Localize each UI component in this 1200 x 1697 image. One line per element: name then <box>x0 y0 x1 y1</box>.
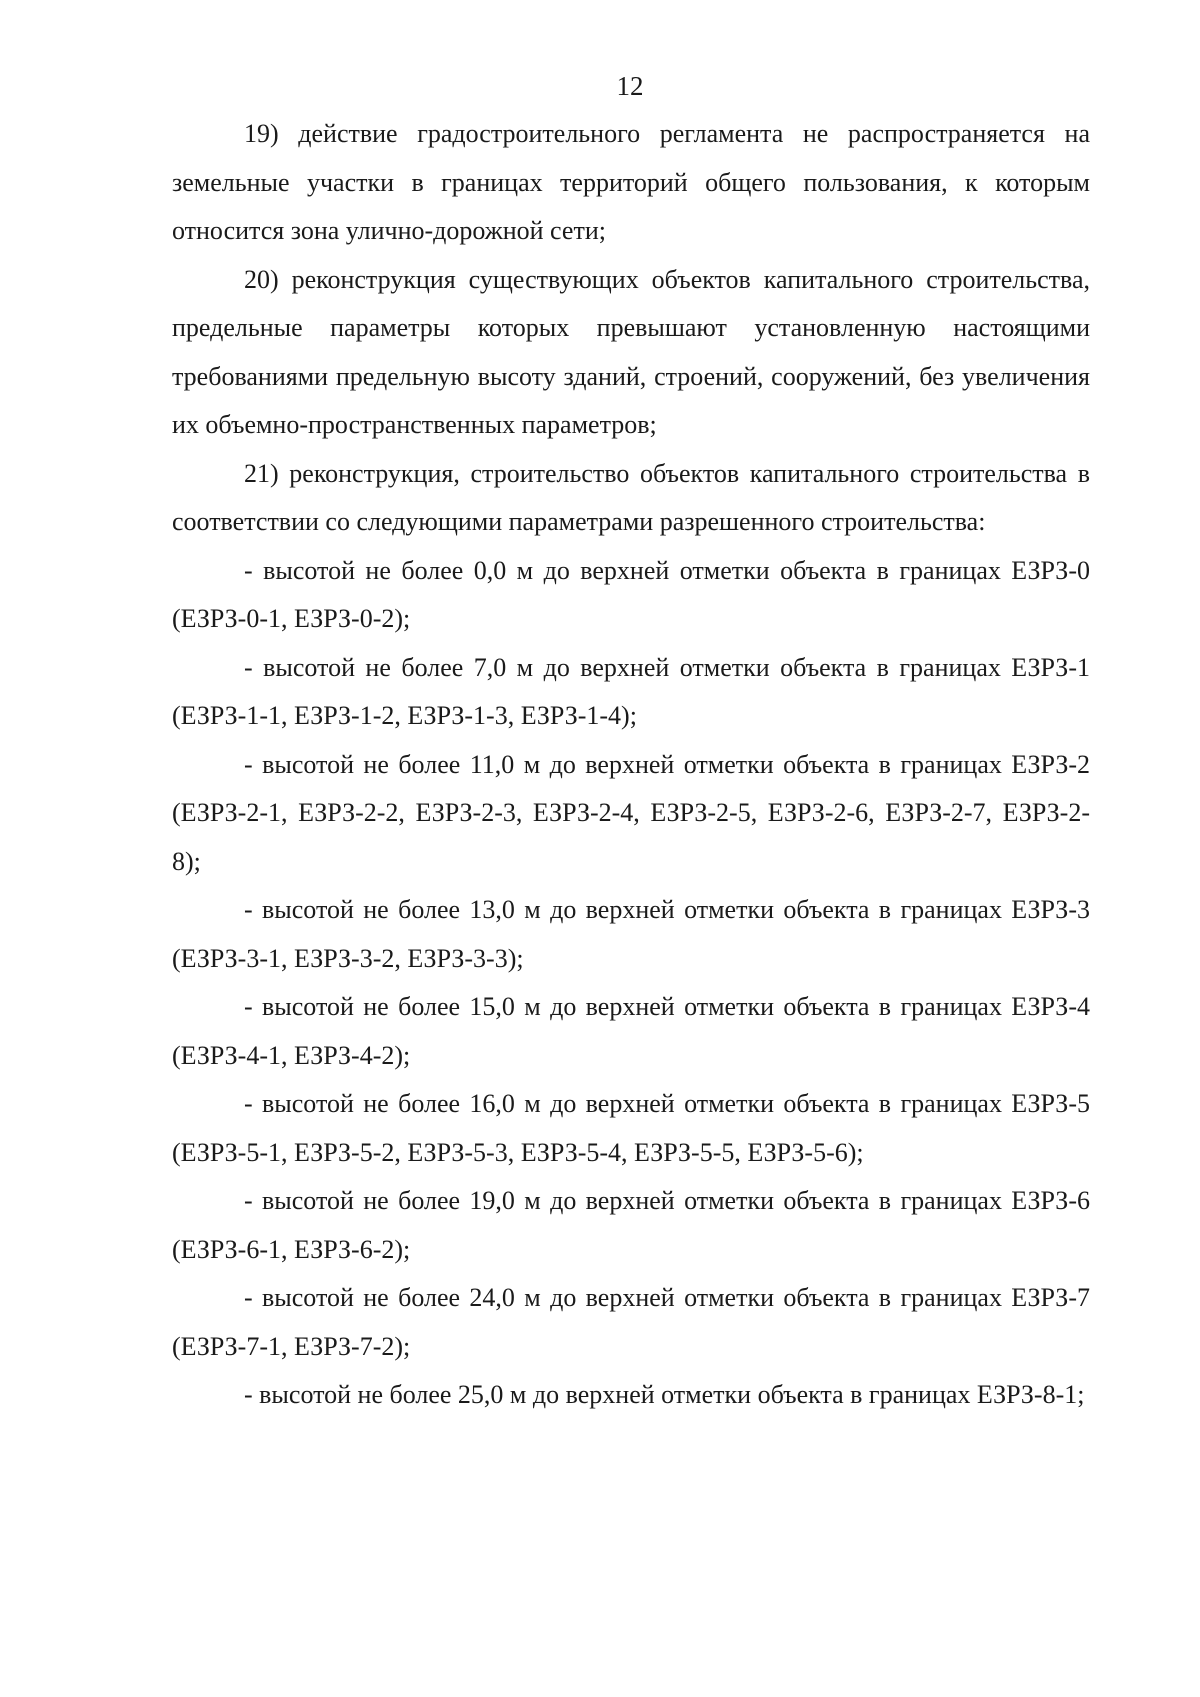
height-limit-ezrz-5: - высотой не более 16,0 м до верхней отметки объекта в границах ЕЗРЗ-5 (ЕЗРЗ-5-1, ЕЗРЗ-5-2, ЕЗРЗ-5-3, ЕЗРЗ-5-4, ЕЗРЗ-5-5, ЕЗРЗ-5-6); <box>172 1089 1090 1167</box>
height-limit-ezrz-1: - высотой не более 7,0 м до верхней отметки объекта в границах ЕЗРЗ-1 (ЕЗРЗ-1-1, ЕЗРЗ-1-2, ЕЗРЗ-1-3, ЕЗРЗ-1-4); <box>172 652 1090 730</box>
height-limit-ezrz-2: - высотой не более 11,0 м до верхней отметки объекта в границах ЕЗРЗ-2 (ЕЗРЗ-2-1, ЕЗРЗ-2-2, ЕЗРЗ-2-3, ЕЗРЗ-2-4, ЕЗРЗ-2-5, ЕЗРЗ-2-6, ЕЗРЗ-2-7, ЕЗРЗ-2-8); <box>172 749 1090 876</box>
height-limit-ezrz-0: - высотой не более 0,0 м до верхней отметки объекта в границах ЕЗРЗ-0 (ЕЗРЗ-0-1, ЕЗРЗ-0-2); <box>172 555 1090 633</box>
document-body <box>172 110 1090 1420</box>
paragraph-19: 19) действие градостроительного регламента не распространяется на земельные участки в границах территорий общего пользования, к которым относится зона улично-дорожной сети; <box>172 119 1090 245</box>
paragraph-21: 21) реконструкция, строительство объектов капитального строительства в соответствии со следующими параметрами разрешенного строительства: <box>172 458 1090 536</box>
paragraph-20: 20) реконструкция существующих объектов капитального строительства, предельные параметры которых превышают установленную настоящими требованиями предельную высоту зданий, строений, сооружений, без увеличения их объемно-пространственных параметров; <box>172 264 1090 439</box>
height-limit-ezrz-4: - высотой не более 15,0 м до верхней отметки объекта в границах ЕЗРЗ-4 (ЕЗРЗ-4-1, ЕЗРЗ-4-2); <box>172 992 1090 1070</box>
height-limit-ezrz-7: - высотой не более 24,0 м до верхней отметки объекта в границах ЕЗРЗ-7 (ЕЗРЗ-7-1, ЕЗРЗ-7-2); <box>172 1283 1090 1361</box>
height-limit-ezrz-6: - высотой не более 19,0 м до верхней отметки объекта в границах ЕЗРЗ-6 (ЕЗРЗ-6-1, ЕЗРЗ-6-2); <box>172 1186 1090 1264</box>
page-number: 12 <box>616 71 644 101</box>
height-limit-ezrz-8-1: - высотой не более 25,0 м до верхней отметки объекта в границах ЕЗРЗ-8-1; <box>244 1380 1085 1409</box>
height-limit-ezrz-3: - высотой не более 13,0 м до верхней отметки объекта в границах ЕЗРЗ-3 (ЕЗРЗ-3-1, ЕЗРЗ-3-2, ЕЗРЗ-3-3); <box>172 895 1090 973</box>
